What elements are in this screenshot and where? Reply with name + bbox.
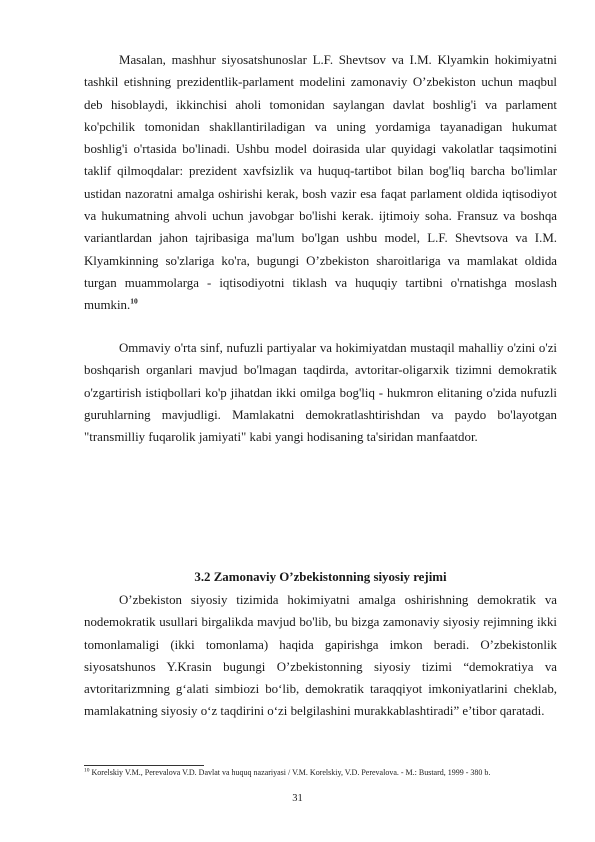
footnote xyxy=(84,767,557,778)
paragraph-2: Ommaviy o'rta sinf, nufuzli partiyalar va hokimiyatdan mustaqil mahalliy o'zini o'zi boshqarish organlari mavjud bo'lmagan taqdirda, avtoritar-oligarxik tizimni demokratik o'zgartirish istiqbollari ko'p jihatdan ikki omilga bog'liq - hukmron elitaning o'zida nufuzli guruhlarning mavjudligi. Mamlakatni demokratlashtirishdan va paydo bo'layotgan "transmilliy fuqarolik jamiyati" kabi yangi hodisaning ta'siridan manfaatdor. xyxy=(84,341,557,445)
paragraph-1-text: Masalan, mashhur siyosatshunoslar L.F. Shevtsov va I.M. Klyamkin hokimiyatni tashkil etishning prezidentlik-parlament modelini zamonaviy O’zbekiston uchun maqbul deb hisoblaydi, ikkinchisi aholi tomonidan saylangan davlat boshlig'i va parlament ko'pchilik tomonidan shakllantiriladigan va uning yordamiga tayanadigan hukumat boshlig'i o'rtasida bo'linadi. Ushbu model doirasida ular quyidagi vakolatlar taqsimotini taklif qilmoqdalar: prezident xavfsizlik va huquq-tartibot bilan bog'liq barcha bo'limlar ustidan nazoratni amalga oshirishi kerak, bosh vazir esa faqat parlament oldida iqtisodiyot va hukumatning ahvoli uchun javobgar bo'lishi kerak. ijtimoiy soha. Fransuz va boshqa variantlardan jahon tajribasiga ma'lum bo'lgan ushbu model, L.F. Shevtsova va I.M. Klyamkinning so'zlariga ko'ra, bugungi O’zbekiston sharoitlariga va mamlakat oldida turgan muammolarga - iqtisodiyotni tiklash va huquqiy tartibni o'rnatishga moslash mumkin. xyxy=(84,53,557,313)
paragraph-3-block xyxy=(84,589,557,723)
page-number: 31 xyxy=(292,793,303,804)
section-heading: 3.2 Zamonaviy O’zbekistonning siyosiy rejimi xyxy=(194,570,447,584)
paragraph-1 xyxy=(84,49,557,317)
paragraph-2-block xyxy=(84,337,557,448)
footnote-number: 10 xyxy=(84,767,90,774)
paragraph-3: O’zbekiston siyosiy tizimida hokimiyatni amalga oshirishning demokratik va nodemokratik usullari birgalikda mavjud bo'lib, bu bizga zamonaviy siyosiy rejimning ikki tomonlamaligi (ikki tomonlama) haqida gapirishga imkon beradi. O’zbekistonlik siyosatshunos Y.Krasin bugungi O’zbekistonning siyosiy tizimi “demokratiya va avtoritarizmning g‘alati simbiozi bo‘lib, demokratik taraqqiyot imkoniyatlarini cheklab, mamlakatning siyosiy o‘z taqdirini o‘zi belgilashini murakkablashtiradi” e’tibor qaratadi. xyxy=(84,593,557,719)
footnote-divider xyxy=(84,765,204,766)
footnote-text: Korelskiy V.M., Perevalova V.D. Davlat va huquq nazariyasi / V.M. Korelskiy, V.D. Perevalova. - M.: Bustard, 1999 - 380 b. xyxy=(89,768,491,777)
paragraph-1-block xyxy=(84,49,557,317)
footnote-reference-10[interactable]: 10 xyxy=(130,296,138,306)
